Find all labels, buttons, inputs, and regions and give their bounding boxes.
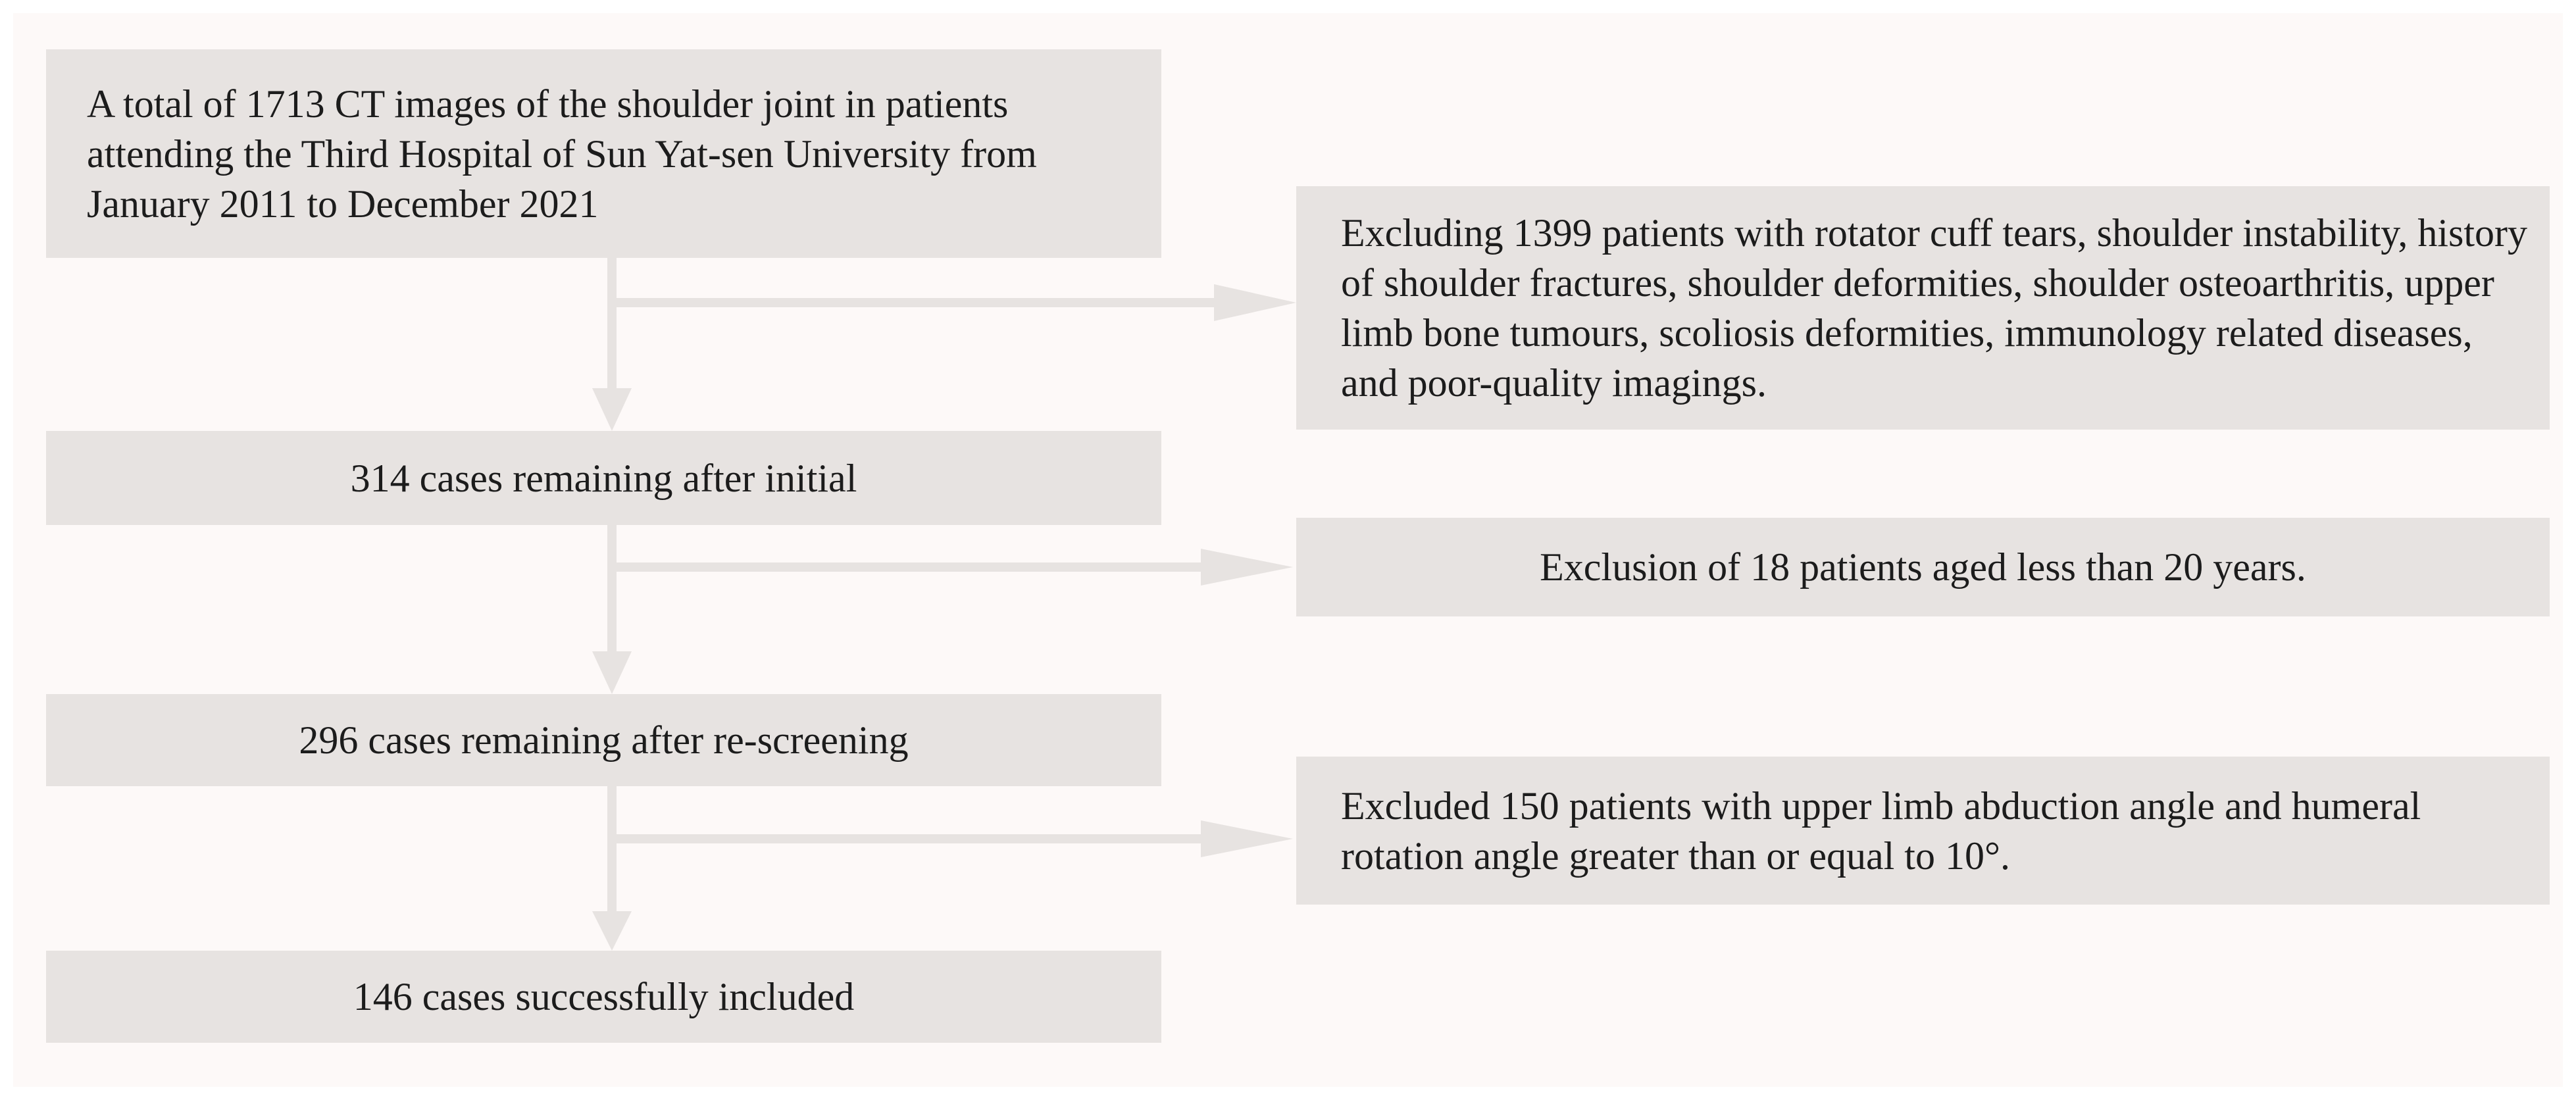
box-remaining-rescreening <box>46 694 1161 786</box>
arrow-head-down-3 <box>592 911 632 951</box>
box-exclusion-angle <box>1296 757 2550 905</box>
box-included-text: 146 cases successfully included <box>353 975 855 1018</box>
arrow-head-right-3 <box>1201 820 1293 857</box>
box-exclusion-age <box>1296 518 2550 616</box>
box-included <box>46 951 1161 1043</box>
arrow-head-right-2 <box>1201 549 1293 586</box>
arrow-head-down-2 <box>592 651 632 694</box>
arrow-head-down-1 <box>592 388 632 431</box>
box-remaining-rescreening-text: 296 cases remaining after re-screening <box>299 718 909 762</box>
box-exclusion-age-text: Exclusion of 18 patients aged less than 20 years. <box>1540 545 2306 589</box>
box-total-ct-images-text: A total of 1713 CT images of the shoulder joint in patients attending the Third Hospital of Sun Yat-sen University from January 2011 to December 2021 <box>87 82 1037 226</box>
box-exclusion-initial <box>1296 186 2550 430</box>
box-exclusion-initial-text: Excluding 1399 patients with rotator cuff tears, shoulder instability, history of shoulder fractures, shoulder deformities, shoulder osteoarthritis, upper limb bone tumours, scoliosis deformities, immunology related diseases, and poor-quality imagings. <box>1341 211 2528 405</box>
box-total-ct-images <box>46 49 1161 258</box>
arrow-head-right-1 <box>1214 284 1296 321</box>
box-remaining-initial <box>46 431 1161 525</box>
box-exclusion-angle-text: Excluded 150 patients with upper limb abduction angle and humeral rotation angle greater than or equal to 10°. <box>1341 784 2421 878</box>
box-remaining-initial-text: 314 cases remaining after initial <box>350 456 857 500</box>
